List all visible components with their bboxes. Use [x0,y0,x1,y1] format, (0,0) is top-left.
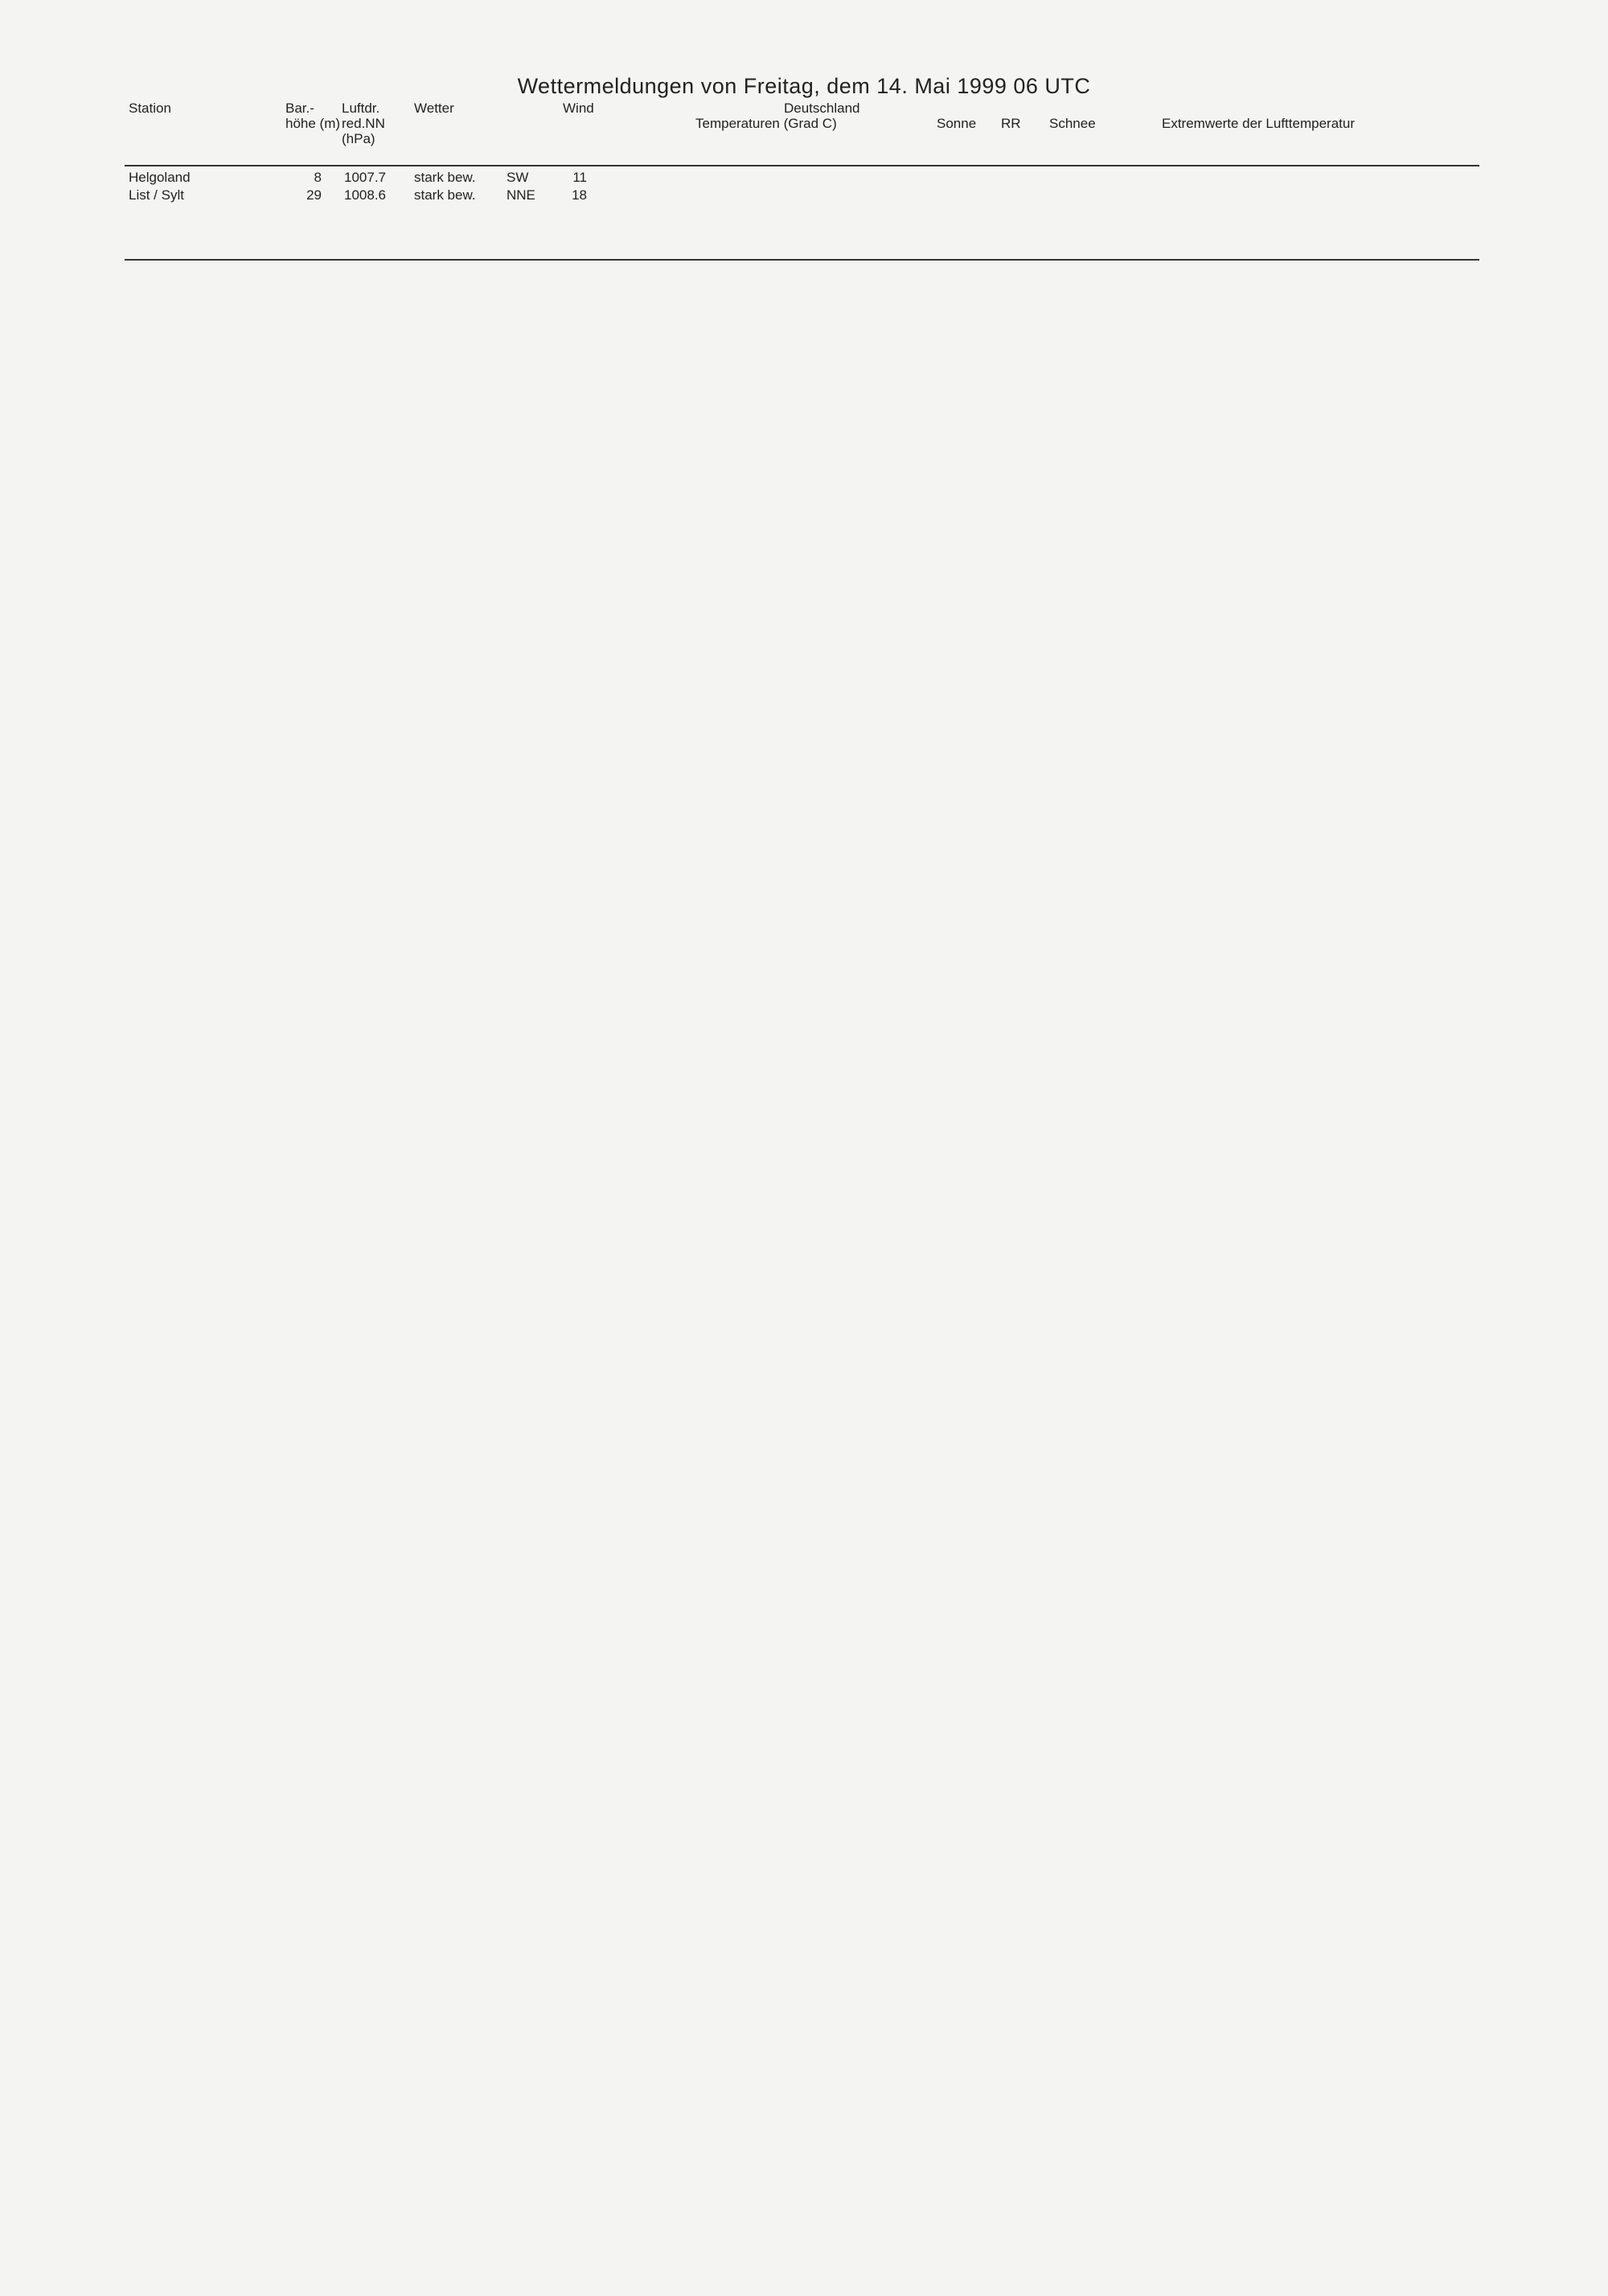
column-headers [125,101,1479,163]
header-barhoehe: Bar.- höhe (m) [285,101,341,131]
header-wind: Wind [563,101,594,116]
luftdruck: 1008.6 [344,187,386,203]
wetter: stark bew. [414,187,476,203]
bar-hoehe: 8 [314,170,322,185]
wind-richtung: NNE [507,187,535,203]
header-station: Station [129,101,171,116]
wind-staerke: 11 [572,170,587,185]
bar-hoehe: 29 [306,187,322,203]
header-rr: RR [1001,116,1021,131]
header-wetter: Wetter [414,101,454,116]
header-extremwerte: Extremwerte der Lufttemperatur [1162,116,1355,131]
header-deutschland: Deutschland [784,101,860,116]
page-title: Wettermeldungen von Freitag, dem 14. Mai 1999 06 UTC [517,74,1091,98]
table-row [125,169,1479,187]
station-name: List / Sylt [129,187,184,203]
luftdruck: 1007.7 [344,170,386,185]
header-luftdruck: Luftdr. red.NN (hPa) [342,101,385,146]
table-row [125,187,1479,204]
header-temperaturen: Temperaturen (Grad C) [695,116,837,131]
wetter: stark bew. [414,170,476,185]
wind-richtung: SW [507,170,529,185]
table-section [125,169,1479,261]
header-sonne: Sonne [937,116,977,131]
header-schnee: Schnee [1049,116,1096,131]
header-rule [125,165,1479,166]
station-name: Helgoland [129,170,191,185]
wind-staerke: 18 [572,187,587,203]
